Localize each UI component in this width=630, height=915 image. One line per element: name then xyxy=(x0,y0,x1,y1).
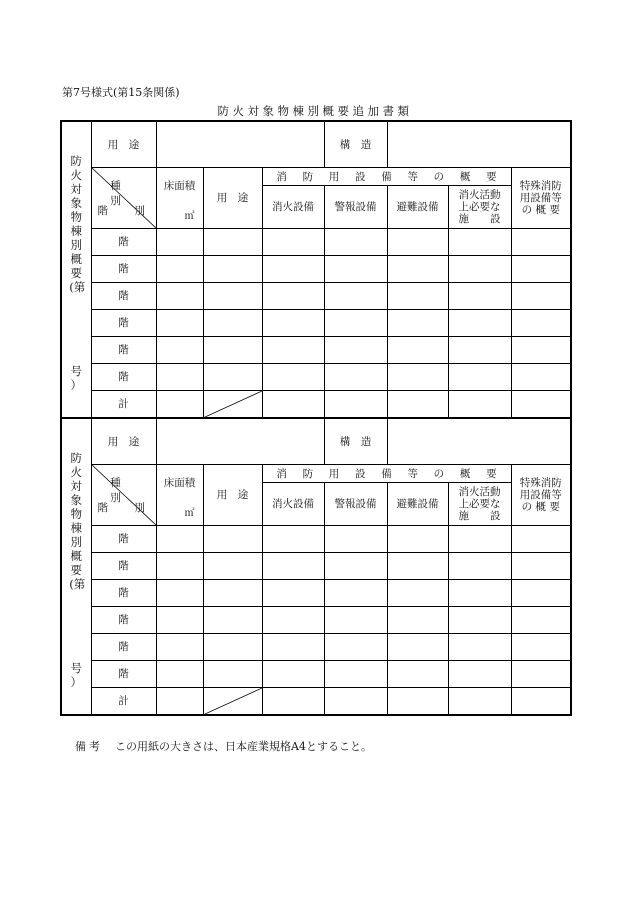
building-overview-block-2 xyxy=(60,417,570,716)
table-row: 階 xyxy=(61,579,571,606)
equipment-overview-header: 消 防 用 設 備 等 の 概 要 xyxy=(262,167,511,186)
firefighting-activity-header: 消火活動 上必要な 施 設 xyxy=(448,483,511,525)
table-row: 階 xyxy=(61,309,571,336)
usage-col-header: 用 途 xyxy=(203,464,262,525)
table-row: 階 xyxy=(61,336,571,363)
usage-value[interactable] xyxy=(156,418,324,464)
total-usage-slash xyxy=(203,390,262,418)
total-usage-slash xyxy=(203,687,262,715)
special-equipment-header: 特殊消防 用設備等 の 概 要 xyxy=(511,464,571,525)
alarm-header: 警報設備 xyxy=(324,483,387,525)
usage-label: 用 途 xyxy=(91,418,156,464)
firefighting-activity-header: 消火活動 上必要な 施 設 xyxy=(448,186,511,228)
document-title: 防火対象物棟別概要追加書類 xyxy=(217,104,413,118)
special-equipment-header: 特殊消防 用設備等 の 概 要 xyxy=(511,167,571,228)
table-row: 階 xyxy=(61,525,571,552)
structure-value[interactable] xyxy=(387,121,571,167)
alarm-header: 警報設備 xyxy=(324,186,387,228)
usage-col-header: 用 途 xyxy=(203,167,262,228)
type-floor-header: 種 別 階 別 xyxy=(91,167,156,228)
form-label: 第7号様式(第15条関係) xyxy=(62,86,180,99)
equipment-overview-header: 消 防 用 設 備 等 の 概 要 xyxy=(262,464,511,483)
side-label: 防 火 対 象 物 棟 別 概 要 (第 号 ） xyxy=(61,121,91,418)
total-label: 計 xyxy=(91,390,156,418)
table-row: 階 xyxy=(61,552,571,579)
usage-label: 用 途 xyxy=(91,121,156,167)
table-row: 階 xyxy=(61,228,571,255)
fire-extinguishing-header: 消火設備 xyxy=(262,186,324,228)
usage-value[interactable] xyxy=(156,121,324,167)
table-row: 階 xyxy=(61,633,571,660)
type-floor-header: 種 別 階 別 xyxy=(91,464,156,525)
note-text: この用紙の大きさは、日本産業規格A4とすること。 xyxy=(115,740,372,753)
evacuation-header: 避難設備 xyxy=(387,483,448,525)
floor-area-header: 床面積 ㎡ xyxy=(156,167,203,228)
floor-area-header: 床面積 ㎡ xyxy=(156,464,203,525)
total-row xyxy=(61,390,571,418)
table-row: 階 xyxy=(61,606,571,633)
note xyxy=(75,738,372,754)
note-label: 備考 xyxy=(75,740,103,753)
side-label: 防 火 対 象 物 棟 別 概 要 (第 号 ） xyxy=(61,418,91,715)
building-overview-table xyxy=(60,120,572,419)
structure-label: 構 造 xyxy=(324,418,387,464)
evacuation-header: 避難設備 xyxy=(387,186,448,228)
total-row xyxy=(61,687,571,715)
building-overview-table xyxy=(60,417,572,716)
fire-extinguishing-header: 消火設備 xyxy=(262,483,324,525)
table-row: 階 xyxy=(61,363,571,390)
total-label: 計 xyxy=(91,687,156,715)
table-row: 階 xyxy=(61,255,571,282)
structure-value[interactable] xyxy=(387,418,571,464)
building-overview-block-1 xyxy=(60,120,570,419)
table-row: 階 xyxy=(61,660,571,687)
structure-label: 構 造 xyxy=(324,121,387,167)
table-row: 階 xyxy=(61,282,571,309)
